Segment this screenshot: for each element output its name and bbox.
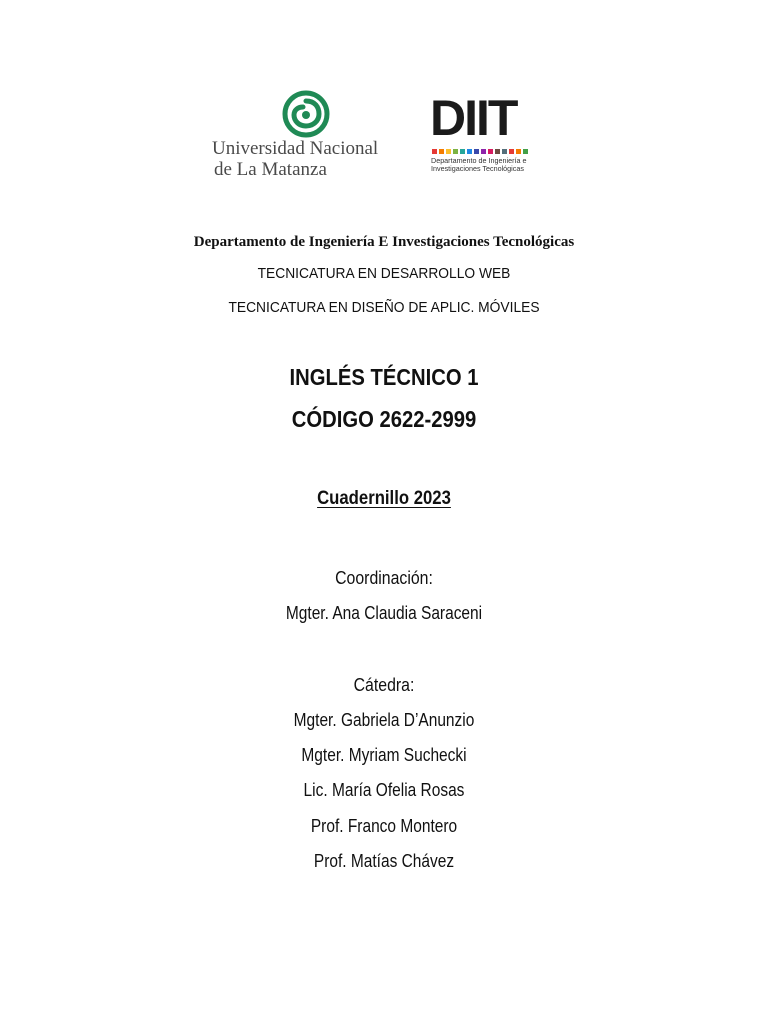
unlam-name-line1: Universidad Nacional bbox=[212, 138, 379, 159]
coordinator-name: Mgter. Ana Claudia Saraceni bbox=[285, 603, 483, 623]
chair-member: Lic. María Ofelia Rosas bbox=[303, 780, 465, 800]
chair-member: Mgter. Gabriela D’Anunzio bbox=[293, 710, 475, 730]
booklet-title-text: Cuadernillo 2023 bbox=[317, 488, 451, 509]
booklet-title bbox=[46, 488, 722, 510]
career-title-web: TECNICATURA EN DESARROLLO WEB bbox=[257, 265, 511, 282]
diit-color-square bbox=[502, 149, 507, 154]
unlam-emblem-icon bbox=[282, 90, 330, 138]
diit-color-square bbox=[432, 149, 437, 154]
chair-member: Mgter. Myriam Suchecki bbox=[301, 745, 467, 765]
career-title-mobile: TECNICATURA EN DISEÑO DE APLIC. MÓVILES bbox=[228, 299, 540, 316]
coordination-label: Coordinación: bbox=[335, 568, 433, 588]
diit-color-square bbox=[460, 149, 465, 154]
diit-subtitle-line1: Departamento de Ingeniería e bbox=[431, 156, 527, 165]
diit-color-bar bbox=[432, 149, 528, 154]
department-name: Departamento de Ingeniería E Investigaciones Tecnológicas bbox=[193, 234, 575, 250]
unlam-logo bbox=[212, 88, 402, 184]
diit-color-square bbox=[474, 149, 479, 154]
diit-subtitle bbox=[431, 157, 527, 173]
unlam-name-line2: de La Matanza bbox=[214, 159, 327, 180]
diit-color-square bbox=[509, 149, 514, 154]
diit-color-square bbox=[488, 149, 493, 154]
chair-member: Prof. Franco Montero bbox=[310, 816, 458, 836]
chair-member: Prof. Matías Chávez bbox=[313, 851, 455, 871]
diit-subtitle-line2: Investigaciones Tecnológicas bbox=[431, 164, 524, 173]
diit-color-square bbox=[523, 149, 528, 154]
chair-label: Cátedra: bbox=[353, 675, 415, 695]
unlam-name bbox=[212, 138, 402, 180]
diit-color-square bbox=[516, 149, 521, 154]
diit-color-square bbox=[446, 149, 451, 154]
diit-wordmark: DIIT bbox=[430, 90, 517, 146]
diit-color-square bbox=[467, 149, 472, 154]
course-code: CÓDIGO 2622-2999 bbox=[291, 406, 477, 432]
diit-color-square bbox=[439, 149, 444, 154]
diit-color-square bbox=[453, 149, 458, 154]
diit-color-square bbox=[495, 149, 500, 154]
course-name: INGLÉS TÉCNICO 1 bbox=[289, 364, 479, 390]
diit-color-square bbox=[481, 149, 486, 154]
diit-logo bbox=[430, 90, 544, 180]
